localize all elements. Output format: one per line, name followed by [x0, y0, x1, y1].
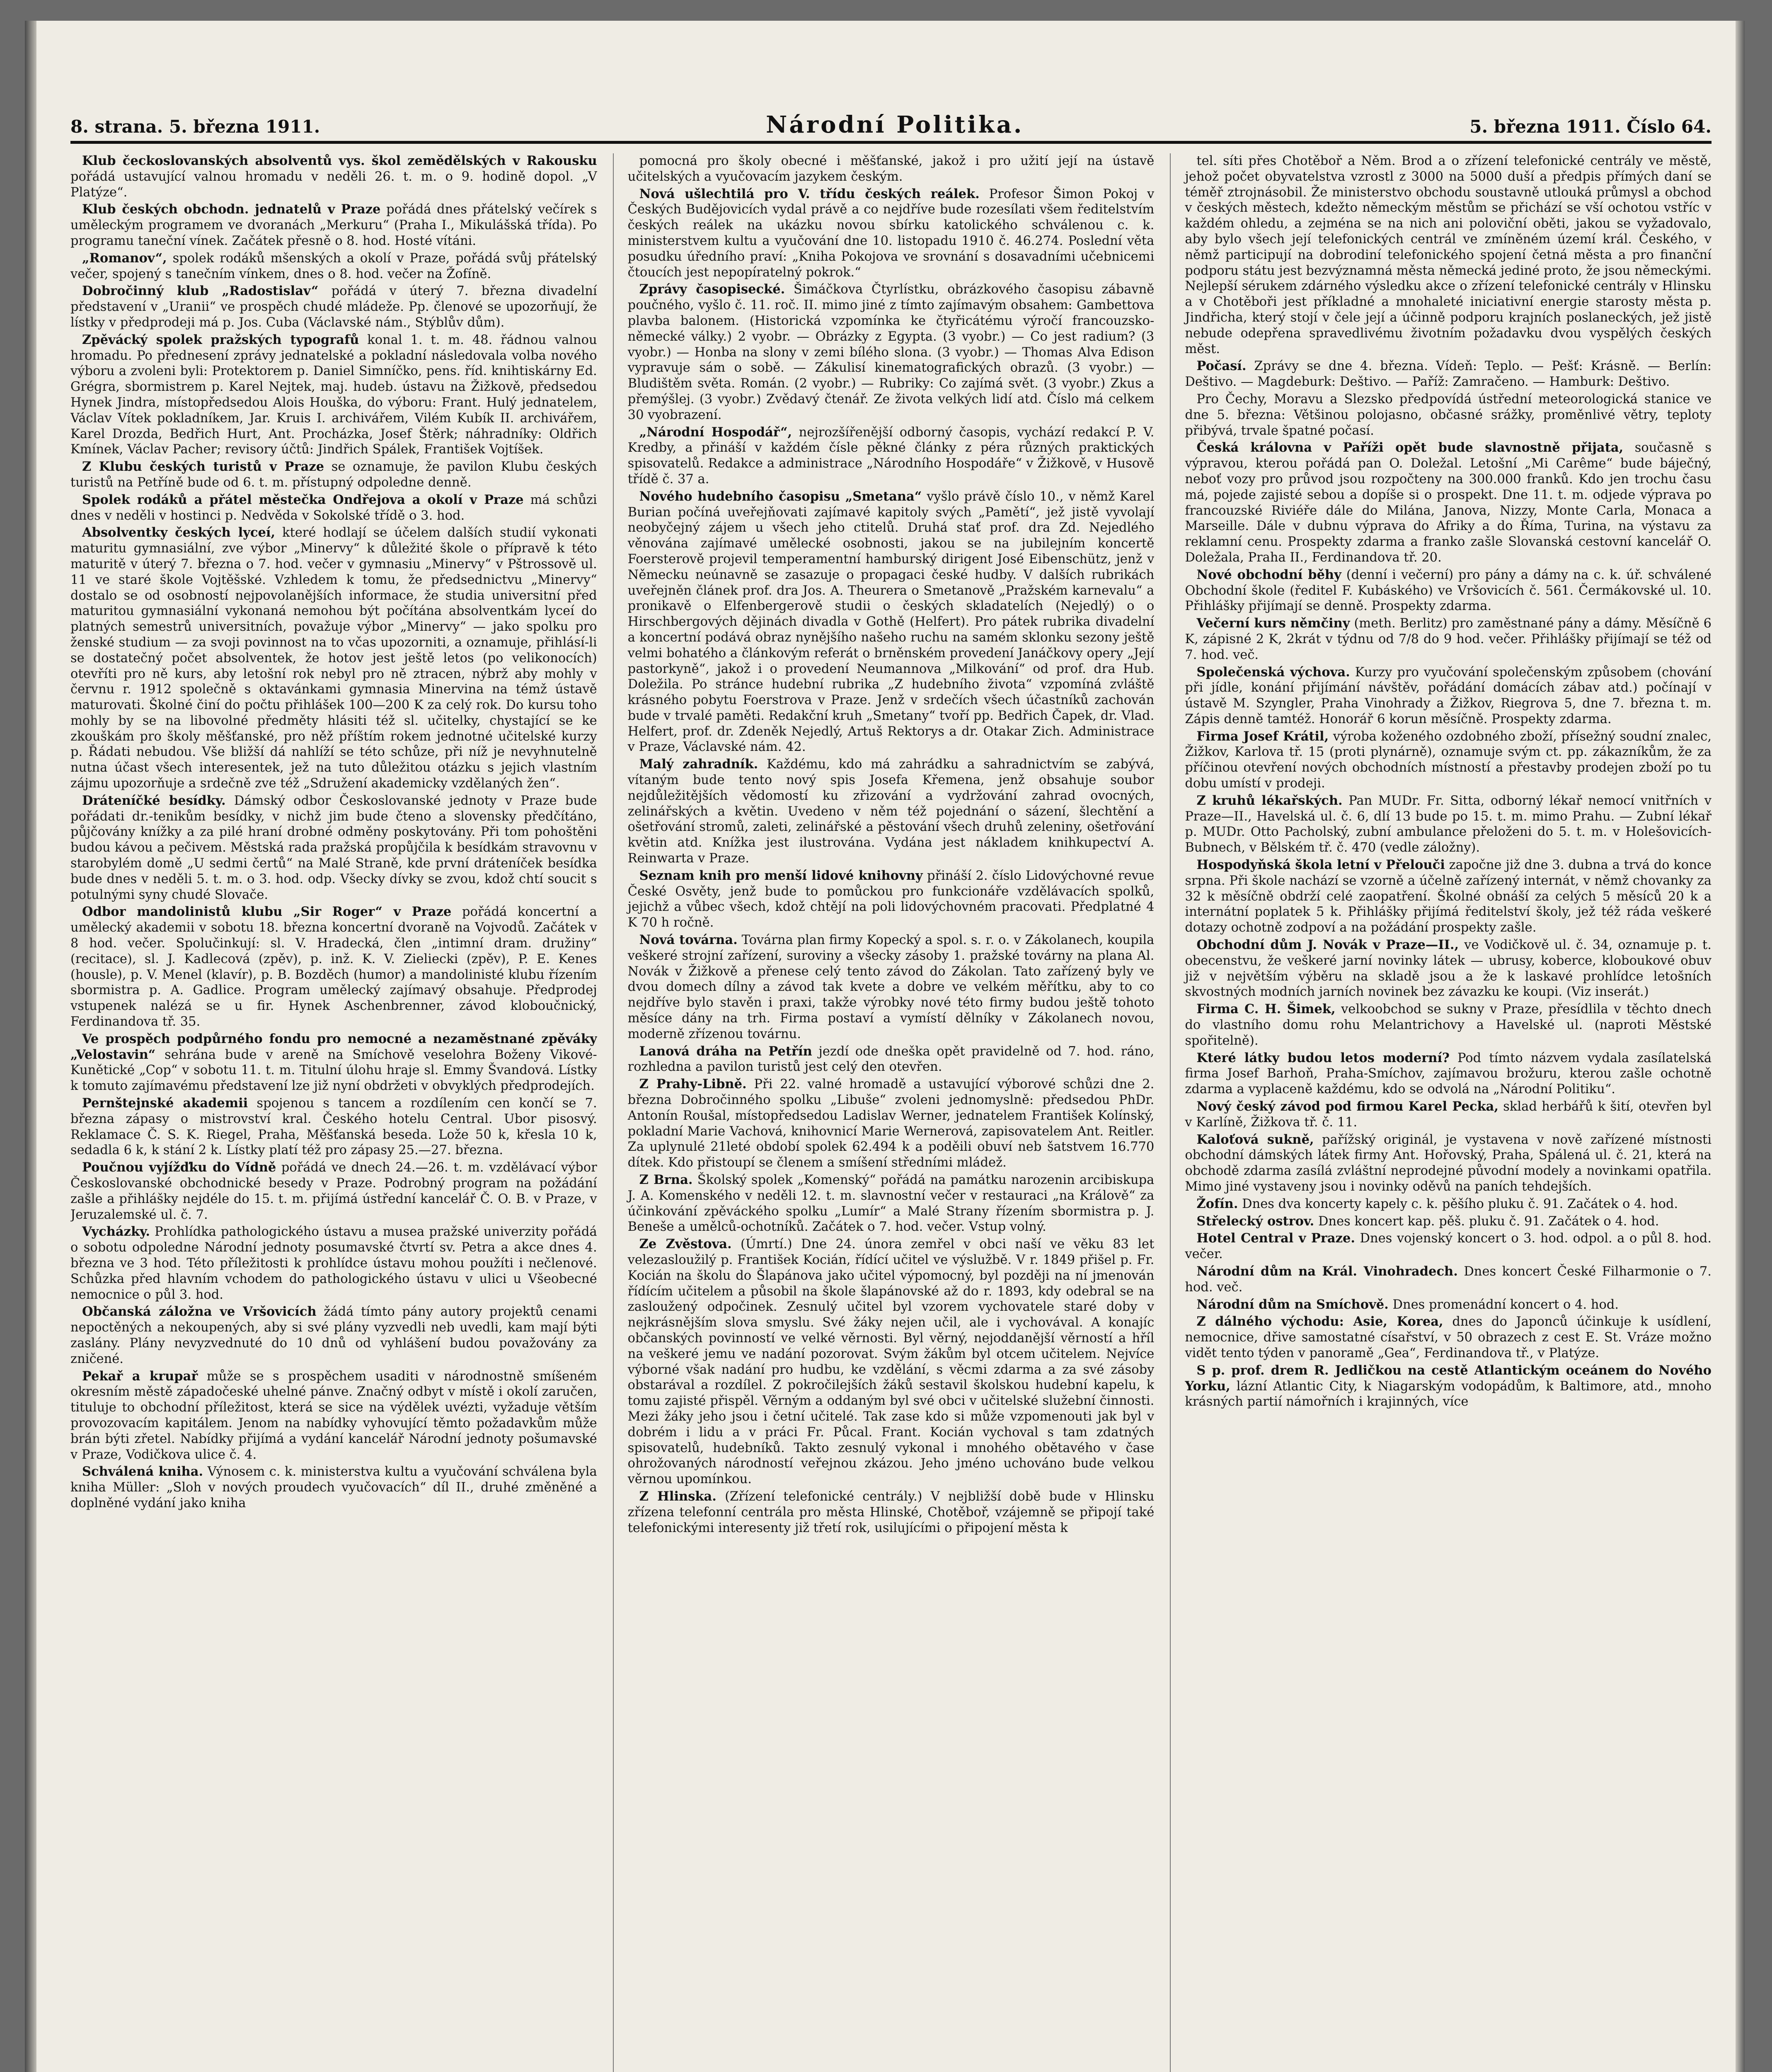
- news-item: [1185, 729, 1711, 792]
- news-item-text: započne již dne 3. dubna a trvá do konce srpna. Při škole nachází se vzorně a účelně zařízený internát, v němž chovanky za 32 k měsíčně obdrží celé zaopatření. Školné obnáší za celých 5 měsíců 20 k a internátní poplatek 5 k. Přihlášky přijímá ředitelství školy, jež též ráda veškeré dotazy ochotně zodpoví a na požádání prospekty zašle.: [1185, 858, 1712, 935]
- news-item-text: Profesor Šimon Pokoj v Českých Budějovicích vydal právě a co nejdříve bude rozesílati všem ředitelstvím českých reálek na ukázku novou sbírku katolického schválenou c. k. ministerstvem kultu a vyučování dne 10. listopadu 1910 č. 46.274. Poslední věta posudku úředního praví: „Kniha Pokojova ve srovnání s dosavadními učebnicemi čtoucích jest nepopíratelný pokrok.“: [627, 186, 1155, 280]
- news-item: [1185, 1314, 1711, 1361]
- news-item-text: (meth. Berlitz) pro zaměstnané pány a dámy. Měsíčně 6 K, zápisné 2 K, 2krát v týdnu od 7/8 do 9 hod. večer. Přihlášky přijímají se též od 7. hod. več.: [1185, 616, 1712, 662]
- news-item-text: Dnes vojenský koncert o 3. hod. odpol. a o půl 8. hod. večer.: [1185, 1231, 1712, 1262]
- news-item-heading: Zpěvácký spolek pražských typografů: [82, 332, 359, 347]
- news-item: [70, 525, 597, 792]
- news-item-heading: Počasí.: [1196, 358, 1247, 374]
- news-item-heading: Seznam knih pro menší lidové knihovny: [639, 868, 923, 883]
- news-item-text: Dnes koncert České Filharmonie o 7. hod. več.: [1185, 1264, 1712, 1295]
- news-item-heading: Z Klubu českých turistů v Praze: [82, 459, 324, 474]
- news-item: [70, 1096, 597, 1158]
- news-item-text: pařížský originál, je vystavena v nově zařízené místnosti obchodní dámských látek firmy Ant. Hořovský, Praha, Spálená ul. č. 21, která na obchodě zdarma zasílá zvláštní neprodejné původní modely a novinkami opatřila. Mimo jiné vystaveny jsou i novinky oděvů na paních tehdejších.: [1185, 1132, 1712, 1194]
- news-item-heading: Kaloťová sukně,: [1196, 1132, 1314, 1147]
- news-item-heading: Občanská záložna ve Vršovicích: [82, 1304, 317, 1319]
- news-item: [1185, 1099, 1711, 1130]
- news-item-heading: Které látky budou letos moderní?: [1196, 1050, 1450, 1065]
- news-item-text: lázní Atlantic City, k Niagarským vodopádům, k Baltimore, atd., mnoho krásných partií námořních i krajinných, více: [1185, 1379, 1712, 1409]
- news-item-heading: Česká královna v Paříži opět bude slavnostně přijata,: [1196, 440, 1624, 455]
- news-item-text: Pro Čechy, Moravu a Slezsko předpovídá ústřední meteorologická stanice ve dne 5. března: Většinou polojasno, občasné srážky, proměnlivé větry, teploty přibývá, trvale špatné počasí.: [1185, 392, 1712, 438]
- news-item: [628, 757, 1155, 867]
- news-item: [1185, 567, 1711, 614]
- news-item: [70, 492, 597, 524]
- news-item: [70, 459, 597, 491]
- news-item-text: (Úmrtí.) Dne 24. února zemřel v obci naší ve věku 83 let velezasloužilý p. František Kocián, řídící učitel ve výslužbě. V r. 1849 přišel p. Fr. Kocián na školu do Šlapánova jako učitel výpomocný, byl později na ní jmenován řídícím učitelem a působil na škole šlapánovské až do r. 1893, kdy odebral se na zasloužený odpočinek. Zesnulý učitel byl vzorem vychovatele staré doby v nejkrásnějším slova smyslu. Své žáky nejen učil, ale i vychovával. A konajíc občanských povinností ve velké věrnosti. Byl věrný, nejoddanější věrností a hříl na veškeré jemu ve nadání pozorovat. Svým žákům byl otcem učitelem. Nejvíce výborné však nadání pro hudbu, ke vzdělání, s věcmi zdarma a za své zásoby obstarával a rozdílel. Z pokročilejších žáků sestavil školskou hudební kapelu, k tomu zajisté přispěl. Věrným a oddaným byl své obci v učitelské služební činnosti. Mezi žáky jeho jsou i četní učitelé. Tak zase kdo si může vzpomenouti jak byl v dobrém i lidu a v práci Fr. Půcal. Frant. Kocián vychoval s tam zdatných spisovatelů, hudebníků. Takto zesnulý vykonal i mnohého obětavého v čase ohrožovaných národností veřejnou zkázou. Jeho jméno uchováno bude velkou věrnou upomínkou.: [627, 1237, 1155, 1487]
- news-item: [1185, 937, 1711, 1000]
- news-item: [70, 1160, 597, 1222]
- newspaper-page: [25, 21, 1745, 2072]
- news-item: [628, 932, 1155, 1042]
- news-item: [70, 251, 597, 282]
- news-item-text: se oznamuje, že pavilon Klubu českých turistů na Petříně bude od 6. t. m. přístupný odpoledne denně.: [70, 460, 597, 490]
- news-item: [1185, 358, 1711, 390]
- page-header: [70, 104, 1711, 144]
- news-item-heading: Z Brna.: [639, 1172, 693, 1187]
- news-item-heading: Spolek rodáků a přátel městečka Ondřejova a okolí v Praze: [82, 492, 524, 507]
- news-item-text: (denní i večerní) pro pány a dámy na c. k. úř. schválené Obchodní škole (ředitel F. Kubáského) ve Vršovicích č. 561. Čermákovské ul. 10. Přihlášky přijímají se denně. Prospekty zdarma.: [1185, 567, 1712, 614]
- news-item-heading: Nová továrna.: [639, 932, 738, 948]
- news-item: [1185, 1264, 1711, 1295]
- news-item: [1185, 616, 1711, 663]
- news-item-text: má schůzi dnes v neděli v hostinci p. Nedvěda v Sokolské třídě o 3. hod.: [70, 492, 597, 523]
- news-item-text: sklad herbářů k šití, otevřen byl v Karlíně, Žižkova tř. č. 11.: [1185, 1099, 1711, 1130]
- news-item-heading: Z Hlinska.: [639, 1489, 717, 1504]
- news-item-text: nejrozšířenější odborný časopis, vychází redakcí P. V. Kredby, a přináší v každém čísle pěkné články z péra různých praktických spisovatelů. Redakce a administrace „Národního Hospodáře“ v Žižkově, v Husově třídě č. 37 a.: [627, 425, 1155, 487]
- news-item-heading: Nová ušlechtilá pro V. třídu českých reálek.: [639, 186, 980, 201]
- news-item: [70, 1464, 597, 1511]
- news-item-heading: Nový český závod pod firmou Karel Pecka,: [1196, 1099, 1498, 1114]
- column-2: [613, 153, 1155, 2072]
- article-columns: [70, 153, 1711, 2072]
- news-item-heading: „Národní Hospodář“,: [639, 424, 792, 440]
- news-item: [1185, 793, 1711, 856]
- column-3: [1170, 153, 1711, 2072]
- news-item-heading: Lanová dráha na Petřín: [639, 1043, 812, 1059]
- news-item-text: Při 22. valné hromadě a ustavující výborové schůzi dne 2. března Dobročinného spolku „Libuše“ zvoleni jednomyslně: předsedou PhDr. Antonín Roušal, místopředsedou Ladislav Werner, jednatelem František Kolínský, pokladní Marie Vachová, knihovnicí Marie Wernerová, zapisovatelem Ant. Reitler. Za uplynulé 21leté období spolek 62.494 k a poděili obuví neb šatstvem 16.770 dítek. Kdo přistoupí se členem a smíšení středními mládež.: [627, 1077, 1155, 1170]
- news-item: [1185, 1231, 1711, 1262]
- news-item-text: Pan MUDr. Fr. Sitta, odborný lékař nemocí vnitřních v Praze—II., Havelská ul. č. 6, dlí 13 bude po 15. t. m. mimo Prahu. — Zubní lékař p. MUDr. Otto Pacholský, zubní ambulance přeloženi do 5. t. m. v Holešovicích-Bubnech, v Bělském tř. č. 470 (vedle záložny).: [1185, 793, 1712, 855]
- news-item-text: může se s prospěchem usaditi v národnostně smíšeném okresním městě západočeské uhelné pánve. Značný odbyt v místě i okolí zaručen, tituluje to obchodní příležitost, která se sice na výdělek uvézti, vyžaduje větším provozovacím kapitálem. Jenom na nabídky vyhovující těmto požadavkům může brán býti zřetel. Nabídky přijímá a vydání kancelář Národní jednoty pošumavské v Praze, Vodičkova ulice č. 4.: [70, 1369, 597, 1462]
- news-item-heading: Z dálného východu: Asie, Korea,: [1196, 1314, 1443, 1329]
- news-item-heading: Firma Josef Krátil,: [1196, 729, 1329, 744]
- news-item-heading: „Romanov“,: [82, 250, 167, 266]
- scan-edge-right: [1736, 21, 1745, 2072]
- news-item: [1185, 1363, 1711, 1410]
- news-item: [70, 202, 597, 249]
- news-item: [70, 1224, 597, 1302]
- news-item-heading: Hospodyňská škola letní v Přelouči: [1196, 857, 1445, 873]
- news-item-text: velkoobchod se sukny v Praze, přesídlila v těchto dnech do vlastního domu rohu Melantrichovy a Havelské ul. (naproti Městské spořitelně).: [1185, 1002, 1712, 1048]
- news-item-text: Zprávy se dne 4. března. Vídeň: Teplo. — Pešť: Krásně. — Berlín: Deštivo. — Magdeburk: Deštivo. — Paříž: Zamračeno. — Hamburk: Deštivo.: [1185, 359, 1712, 390]
- news-item-heading: Klub českých obchodn. jednatelů v Praze: [82, 202, 381, 217]
- news-item-heading: Z Prahy-Libně.: [639, 1077, 747, 1092]
- news-item-heading: Z kruhů lékařských.: [1196, 793, 1343, 808]
- news-item-heading: Společenská výchova.: [1196, 664, 1350, 680]
- news-item-heading: Malý zahradník.: [639, 757, 758, 772]
- news-item-text: pořádá ustavující valnou hromadu v neděli 26. t. m. o 9. hodině dopol. „V Platýze“.: [70, 169, 597, 200]
- news-item: [1185, 1051, 1711, 1097]
- news-item-text: pořádá ve dnech 24.—26. t. m. vzdělávací výbor Českoslovanské obchodnické besedy v Praze. Podrobný program na požádání zašle a přihlášky nejdéle do 15. t. m. přijímá ústřední kancelář Č. O. B. v Praze, v Jeruzalemské ul. č. 7.: [70, 1160, 597, 1222]
- news-item-heading: Obchodní dům J. Novák v Praze—II.,: [1196, 937, 1459, 953]
- news-item-heading: Pekař a krupař: [82, 1368, 198, 1384]
- news-item-text: sehrána bude v areně na Smíchově veselohra Boženy Vikové-Kunětické „Cop“ v sobotu 11. t. m. Titulní úlohu hraje sl. Emmy Švandová. Lístky k tomuto zajímavému představení lze již nyní obdržeti v obvyklých předprodejích.: [70, 1047, 597, 1094]
- news-item: [628, 1489, 1155, 1536]
- news-item-heading: Firma C. H. Šimek,: [1196, 1002, 1336, 1017]
- news-item: [628, 1237, 1155, 1487]
- header-page-date: 8. strana. 5. března 1911.: [70, 116, 320, 137]
- news-item-heading: S p. prof. drem R. Jedličkou na cestě Atlantickým oceánem do Nového Yorku,: [1185, 1363, 1712, 1394]
- news-item: [70, 1304, 597, 1367]
- news-item: [1185, 665, 1711, 727]
- news-item-heading: Absolventky českých lyceí,: [82, 525, 276, 540]
- news-item-text: tel. síti přes Chotěboř a Něm. Brod a o zřízení telefonické centrály ve městě, jehož počet obyvatelstva vzrostl z 3000 na 5000 duší a předpis přímých daní se téměř ztrojnásobil. Že ministerstvo obchodu soustavně utlouká průmysl a obchod v českých městech, kdežto německým městům se přichází se vší ochotou vstříc v každém ohledu, a zejména se na nich ani poloviční oběti, jakou se vyžadovalo, aby bylo všech její telefonických centrál ve zmíněném území král. Českého, v němž participují na dobrodiní telefonického spojení četná města a pro finanční podporu státu jest bezvýznamná města německá jediné proto, že jsou německými. Nejlepší sérukem zdárného výsledku akce o zřízení telefonické centrály v Hlinsku a v Chotěboři jest příkladné a mnohaleté iniciativní energie starosty města p. Jindřicha, který stojí v čele její a účinně podporu krajních poslaneckých, jež jistě nebude odepřena spravedlivému životním požadavku dvou vyspělých českých měst.: [1185, 154, 1712, 356]
- news-item-text: výroba koženého ozdobného zboží, přísežný soudní znalec, Žižkov, Karlova tř. 15 (proti plynárně), oznamuje svým ct. pp. zákazníkům, že za příčinou otevření nových obchodních místností a přestavby prodejen zboží po tu dobu umístí v prodeji.: [1185, 729, 1712, 791]
- news-item-text: Šimáčkova Čtyrlístku, obrázkového časopisu zábavně poučného, vyšlo č. 11. roč. II. mimo jiné z tímto zajímavým obsahem: Gambettova plavba balonem. (Historická vzpomínka ke čtyřicátému výročí francouzsko-německé války.) 2 vyobr. — Obrázky z Egypta. (3 vyobr.) — Co jest radium? (3 vyobr.) — Honba na slony v zemi bílého slona. (3 vyobr.) — Thomas Alva Edison vypravuje sám o sobě. — Zákulisí kinematografických obrazů. (3 vyobr.) — Bludištěm světa. Román. (2 vyobr.) — Rubriky: Co zajímá svět. (3 vyobr.) Zkus a přemýšlej. (3 vyobr.) Zvědavý čtenář. Ze života velkých lidí atd. Číslo má celkem 30 vyobrazení.: [627, 282, 1155, 422]
- news-item-text: pořádá dnes přátelský večírek s uměleckým programem ve dvoranách „Merkuru“ (Praha I., Mikulášská třída). Po programu taneční vínek. Začátek přesně o 8. hod. Hosté vítáni.: [70, 202, 597, 248]
- news-item-text: Každému, kdo má zahrádku a sahradnictvím se zabývá, vítaným bude tento nový spis Josefa Křemena, jenž obsahuje soubor nejdůležitějších vědomostí ku zřizování a vydržování zahrad ovocných, zelinářských a květin. Uvedeno v něm též pojednání o sázení, šlechtění a ošetřování stromů, zaleti, zelinářské a pěstování všech druhů zeleniny, ošetřování květin atd. Knížka jest ilustrována. Vydána jest nákladem knihkupectví A. Reinwarta v Praze.: [627, 757, 1155, 866]
- news-item-text: (Zřízení telefonické centrály.) V nejbližší době bude v Hlinsku zřízena telefonní centrála pro města Hlinské, Chotěboř, vzájemně se připojí také telefonickými interesenty již třetí rok, usilujícími o připojení města k: [627, 1489, 1155, 1535]
- news-item-heading: Národní dům na Král. Vinohradech.: [1196, 1264, 1458, 1279]
- news-item-heading: Odbor mandolinistů klubu „Sir Roger“ v Praze: [82, 904, 452, 920]
- news-item-text: Dámský odbor Českoslovanské jednoty v Praze bude pořádati dr.-tenikům besídky, v nichž jim bude čteno a slovensky předčítáno, půjčovány knížky a za pilé hraní drobné odměny poskytovány. Při tom pohoštěni budou kávou a pečivem. Městská rada pražská propůjčila k besídkám stravovnu v starobylém domě „U sedmi čertů“ na Malé Straně, kde první dráteníček besídka bude dnes v neděli 5. t. m. o 3. hod. odp. Všecky dívky se zvou, kdož chtí soucit s potulnými syny chudé Slovače.: [70, 793, 597, 902]
- news-item-text: pomocná pro školy obecné i měšťanské, jakož i pro užití její na ústavě učitelských a vyučovacím jazykem českým.: [627, 154, 1155, 184]
- news-item: [1185, 440, 1711, 565]
- news-item: [70, 332, 597, 457]
- news-item-text: dnes do Japonců účinkuje k usídlení, nemocnice, dřive samostatné císařství, v 50 obrazech z cest E. St. Vráze možno vidět tento týden v panoramě „Gea“, Ferdinandova tř., v Platýze.: [1185, 1314, 1712, 1360]
- news-item-text: jezdí ode dneška opět pravidelně od 7. hod. ráno, rozhledna a pavilon turistů jest celý den otevřen.: [627, 1044, 1155, 1075]
- news-item-text: spolek rodáků mšenských a okolí v Praze, pořádá svůj přátelský večer, spojený s tanečním vínkem, dnes o 8. hod. večer na Žofíně.: [70, 251, 597, 281]
- news-item-text: ve Vodičkově ul. č. 34, oznamuje p. t. obecenstvu, že veškeré jarní novinky látek — ubrusy, koberce, kloboukové obuv již v největším výběru na skladě jsou a že k laskavé prohlídce letošních skvostných modních jarních novinek bez závazku ke koupi. (Viz inserát.): [1185, 938, 1712, 1000]
- news-item-heading: Zprávy časopisecké.: [639, 282, 785, 297]
- news-item-text: Továrna plan firmy Kopecký a spol. s. r. o. v Zákolanech, koupila veškeré strojní zařízení, suroviny a všecky zásoby 1. pražské továrny na plana Al. Novák v Žižkově a přenese celý tento závod do Zákolan. Tato zařízený byly ve dvou domech dílny a závod tak kvete a dobre ve velkém měřítku, aby to co nejdříve bylo stavěn i praxi, takže výrobky nové této firmy budou ještě tohoto měsíce dány na trh. Firma postaví a vymístí dělníky v Zákolanech novou, moderně zřízenou továrnu.: [627, 933, 1155, 1041]
- news-item: [628, 153, 1155, 185]
- news-item: [628, 425, 1155, 487]
- news-item-text: současně s výpravou, kterou pořádá pan O. Doležal. Letošní „Mi Carême“ bude báječný, neboť vozy pro průvod jsou rozpočteny na 300.000 franků. Kdo jen trochu času má, pojede zajisté sebou a dopíše si o prospekt. Dne 11. t. m. odjede výprava po francouzské Riviéře dále do Milána, Janova, Nizzy, Monte Carla, Monaca a Marseille. Dále v dubnu výprava do Afriky a do Říma, Turina, na výstavu za reklamní cenu. Prospekty zdarma a franko zašle Slovanská cestovní kancelář O. Doležala, Praha II., Ferdinandova tř. 20.: [1185, 441, 1712, 565]
- news-item: [628, 1077, 1155, 1171]
- column-1: [70, 153, 597, 2072]
- news-item-text: spojenou s tancem a rozdílením cen končí se 7. března zápasy o mistrovství kral. Českého hotelu Central. Ubor pisosvý. Reklamace Č. S. K. Riegel, Praha, Měšťanská beseda. Lože 50 k, křesla 10 k, sedadla 6 k, k stání 2 k. Lístky platí též pro zápasy 25.—27. března.: [70, 1096, 597, 1158]
- news-item-text: pořádá koncertní a umělecký akademii v sobotu 18. března koncertní dvoraně na Vojvodů. Začátek v 8 hod. večer. Spolučinkují: sl. V. Hradecká, člen „intimní dram. družiny“ (recitace), sl. J. Kadlecová (zpěv), p. inž. K. V. Zieliecki (zpěv), P. E. Kenes (housle), p. V. Menel (klavír), p. B. Bozděch (humor) a mandolinisté klubu řízením sbormistra p. A. Gadlice. Program umělecký zajímavý obsahuje. Předprodej vstupenek nalézá se u fir. Hynek Aschenbrenner, závod kloboučnický, Ferdinandova tř. 35.: [70, 905, 597, 1029]
- news-item-heading: Hotel Central v Praze.: [1196, 1231, 1356, 1246]
- news-item-heading: Klub čeckoslovanských absolventů vys. škol zemědělských v Rakousku: [82, 153, 597, 168]
- news-item-heading: Národní dům na Smíchově.: [1196, 1297, 1389, 1312]
- news-item: [628, 1172, 1155, 1235]
- news-item: [628, 489, 1155, 755]
- news-item-text: které hodlají se účelem dalších studií vykonati maturitu gymnasiální, zve výbor „Minervy“ k důležité škole o přípravě k této maturitě v úterý 7. března o 7. hod. večer v gymnasiu „Minervy“ v Pštrossově ul. 11 ve staré škole Vojtěšské. Vzhledem k tomu, že předsednictvu „Minervy“ dostalo se od osobností nejpovolanějších informace, že studia universitní před maturitou gymnasiální vykonaná nemohou být počítána absolventkám lyceí do platných semestrů universitních, považuje výbor „Minervy“ — jako spolku pro ženské studium — za svoji povinnost na to včas upozorniti, a oznamuje, přihlásí-li se dostatečný počet absolventek, že hotov jest ještě letos (po velikonocích) otevříti pro ně kurs, aby letošní rok nebyl pro ně ztracen, nýbrž aby mohly v červnu r. 1912 společně s oktavánkami gymnasia Minervina na témž ústavě maturovati. Školné činí do počtu přihlášek 100—200 K za celý rok. Do kursu toho mohly by se na libovolné předměty hlásiti též sl. učitelky, chystající se ke zkouškám pro školy měšťanské, pro něž příštím rokem jednotné učitelské kurzy p. Řádati nebudou. Vše bližší dá nahlíží se této schůze, při níž je nevyhnutelně nutna účast všech interesentek, jež na tuto důležitou otázku s jejich vlastním zájmu upozorňuje a srdečně zve též „Sdružení akademicky vzdělaných žen“.: [70, 525, 597, 791]
- news-item-heading: Ve prospěch podpůrného fondu pro nemocné a nezaměstnané zpěváky „Velostavin“: [70, 1031, 597, 1062]
- news-item-text: Prohlídka pathologického ústavu a musea pražské univerzity pořádá o sobotu odpoledne Národní jednoty posumavské čtvrtí sv. Petra a akce dnes 4. března ve 3 hod. Této příležitosti k prohlídce ústavu mohou použíti i nečlenové. Schůzka před hlavním vchodem do pathologického ústavu v ulici u Všeobecné nemocnice o půl 3. hod.: [70, 1225, 597, 1302]
- news-item-text: Výnosem c. k. ministerstva kultu a vyučování schválena byla kniha Müller: „Sloh v nových proudech vyučovacích“ díl II., druhé změněné a doplněné vydání jako kniha: [70, 1464, 597, 1510]
- news-item-heading: Večerní kurs němčiny: [1196, 616, 1350, 631]
- news-item: [70, 793, 597, 903]
- news-item-text: konal 1. t. m. 48. řádnou valnou hromadu. Po přednesení zprávy jednatelské a pokladní následovala volba nového výboru a zvoleni byli: Protektorem p. Daniel Simníčko, pens. říd. knihtiskárny Ed. Grégra, sbormistrem p. Karel Nejtek, maj. hudeb. ústavu na Žižkově, předsedou Hynek Jindra, místopředsedou Alois Houška, do výboru: Frant. Hulý jednatelem, Václav Vítek pokladníkem, Jar. Kruis I. archivářem, Vilém Kubík II. archivářem, Karel Drozda, Bedřich Hurt, Ant. Procházka, Josef Štěrk; náhradníky: Oldřich Kmínek, Václav Pacher; revisory účtů: Jindřich Spálek, František Vojtíšek.: [70, 332, 597, 457]
- news-item-heading: Vycházky.: [82, 1224, 150, 1239]
- news-item: [628, 282, 1155, 423]
- news-item: [70, 153, 597, 200]
- news-item-text: Školský spolek „Komenský“ pořádá na památku narozenin arcibiskupa J. A. Komenského v neděli 12. t. m. slavnostní večer v restauraci „na Králově“ za účinkování zpěváckého spolku „Lumír“ a Malé Strany řízením sbormistra p. J. Beneše a umělců-ochotníků. Začátek o 7. hod. večer. Vstup volný.: [627, 1173, 1155, 1234]
- news-item-heading: Pernštejnské akademii: [82, 1096, 248, 1111]
- news-item-text: pořádá v úterý 7. března divadelní představení v „Uranii“ ve prospěch chudé mládeže. Pp. členové se upozorňují, že lístky v předprodeji má p. Jos. Cuba (Václavské nám., Stýblův dům).: [70, 284, 597, 330]
- news-item-heading: Žofín.: [1196, 1196, 1238, 1211]
- news-item-text: Dnes dva koncerty kapely c. k. pěšího pluku č. 91. Začátek o 4. hod.: [1242, 1196, 1678, 1211]
- news-item-text: Pod tímto názvem vydala zasílatelská firma Josef Barhoň, Praha-Smíchov, zajímavou brožuru, kterou zašle ochotně zdarma a vyplaceně každému, kdo se odvolá na „Národní Politiku“.: [1185, 1051, 1712, 1097]
- news-item: [628, 1044, 1155, 1075]
- news-item-text: Kurzy pro vyučování společenským způsobem (chování při jídle, konání přijímání návštěv, pořádání domácích zábav atd.) počínají v ústavě M. Szyngler, Praha Vinohrady a Žižkov, Riegrova 5, dne 7. března t. m. Zápis denně tamtéž. Honorář 6 korun měsíčně. Prospekty zdarma.: [1185, 665, 1712, 726]
- news-item: [70, 1031, 597, 1094]
- news-item: [1185, 153, 1711, 357]
- news-item: [70, 904, 597, 1029]
- news-item: [1185, 1297, 1711, 1313]
- news-item-heading: Dráteníčké besídky.: [82, 793, 226, 808]
- header-date-issue: 5. března 1911. Číslo 64.: [1469, 116, 1711, 137]
- news-item-heading: Ze Zvěstova.: [639, 1237, 732, 1252]
- news-item-heading: Dobročinný klub „Radostislav“: [82, 283, 319, 299]
- news-item: [70, 1369, 597, 1463]
- news-item-text: žádá tímto pány autory projektů cenami nepoctěných a nekoupených, aby si své plány vyzvedli neb uvedli, kam mají býti zaslány. Plány nevyzvednuté do 10 dnů od vyhlášení budou považovány za zničené.: [70, 1305, 597, 1366]
- news-item: [1185, 1002, 1711, 1048]
- news-item-heading: Poučnou vyjížďku do Vídně: [82, 1160, 276, 1175]
- news-item-text: přináší 2. číslo Lidovýchovné revue České Osvěty, jenž bude to pomůckou pro funkcionáře vzdělávacích spolků, jejichž a vůbec všech, kdož chtějí na poli lidovýchovném pracovati. Předplatné 4 K 70 h ročně.: [627, 868, 1155, 930]
- news-item-text: vyšlo právě číslo 10., v němž Karel Burian počíná uveřejňovati zajímavé kapitoly svých „Pamětí“, jež jistě vyvolají neobyčejný zájem u všech jeho ctitelů. Druhá stať prof. dra Zd. Nejedlého věnována zajímavé umělecké osobnosti, jakou se na jubilejním koncertě Foersterově projevil temperamentní hamburský dirigent José Eibenschütz, jenž v Německu neúnavně se zasazuje o propagaci české hudby. V dalších rubrikách uveřejněn článek prof. dra Jos. A. Theurera o Smetanově „Pražském karnevalu“ a pronikavě o Elfenbergerově studii o českých skladatelích (Nejedlý) o o Hirschbergových dějinách divadla v Gothě (Helfert). Pro pátek rubrika divadelní a koncertní podává obraz nynějšího našeho ruchu na samém sklonku sezony ještě velmi bohatého a článkovým referát o brněnském provedení Janáčkovy opery „Její pastorkyně“, jakož i o provedení Neumannova „Milkování“ od prof. dra Hub. Doležila. Po stránce hudební rubrika „Z hudebního života“ vzpomíná zvláště krásného pobytu Foerstrova v Praze. Jenž v srdečích všech účastníků zachován bude v trvalé paměti. Redakční kruh „Smetany“ tvoří pp. Bedřich Čapek, dr. Vlad. Helfert, prof. dr. Zdeněk Nejedlý, Artuš Rektorys a dr. Otakar Zich. Administrace v Praze, Václavské nám. 42.: [627, 489, 1155, 755]
- news-item: [1185, 392, 1711, 438]
- news-item-heading: Schválená kniha.: [82, 1464, 203, 1479]
- news-item-heading: Nové obchodní běhy: [1196, 567, 1341, 582]
- news-item-heading: Nového hudebního časopisu „Smetana“: [639, 489, 922, 504]
- news-item: [628, 186, 1155, 281]
- news-item: [1185, 1132, 1711, 1195]
- scan-edge-left: [25, 21, 36, 2072]
- news-item: [70, 283, 597, 330]
- news-item-heading: Střelecký ostrov.: [1196, 1213, 1314, 1229]
- news-item-text: Dnes promenádní koncert o 4. hod.: [1392, 1297, 1619, 1312]
- news-item: [1185, 1196, 1711, 1212]
- news-item: [628, 868, 1155, 931]
- news-item-text: Dnes koncert kap. pěš. pluku č. 91. Začátek o 4. hod.: [1318, 1214, 1659, 1229]
- news-item: [1185, 857, 1711, 936]
- newspaper-title: Národní Politika.: [766, 111, 1024, 138]
- news-item: [1185, 1214, 1711, 1230]
